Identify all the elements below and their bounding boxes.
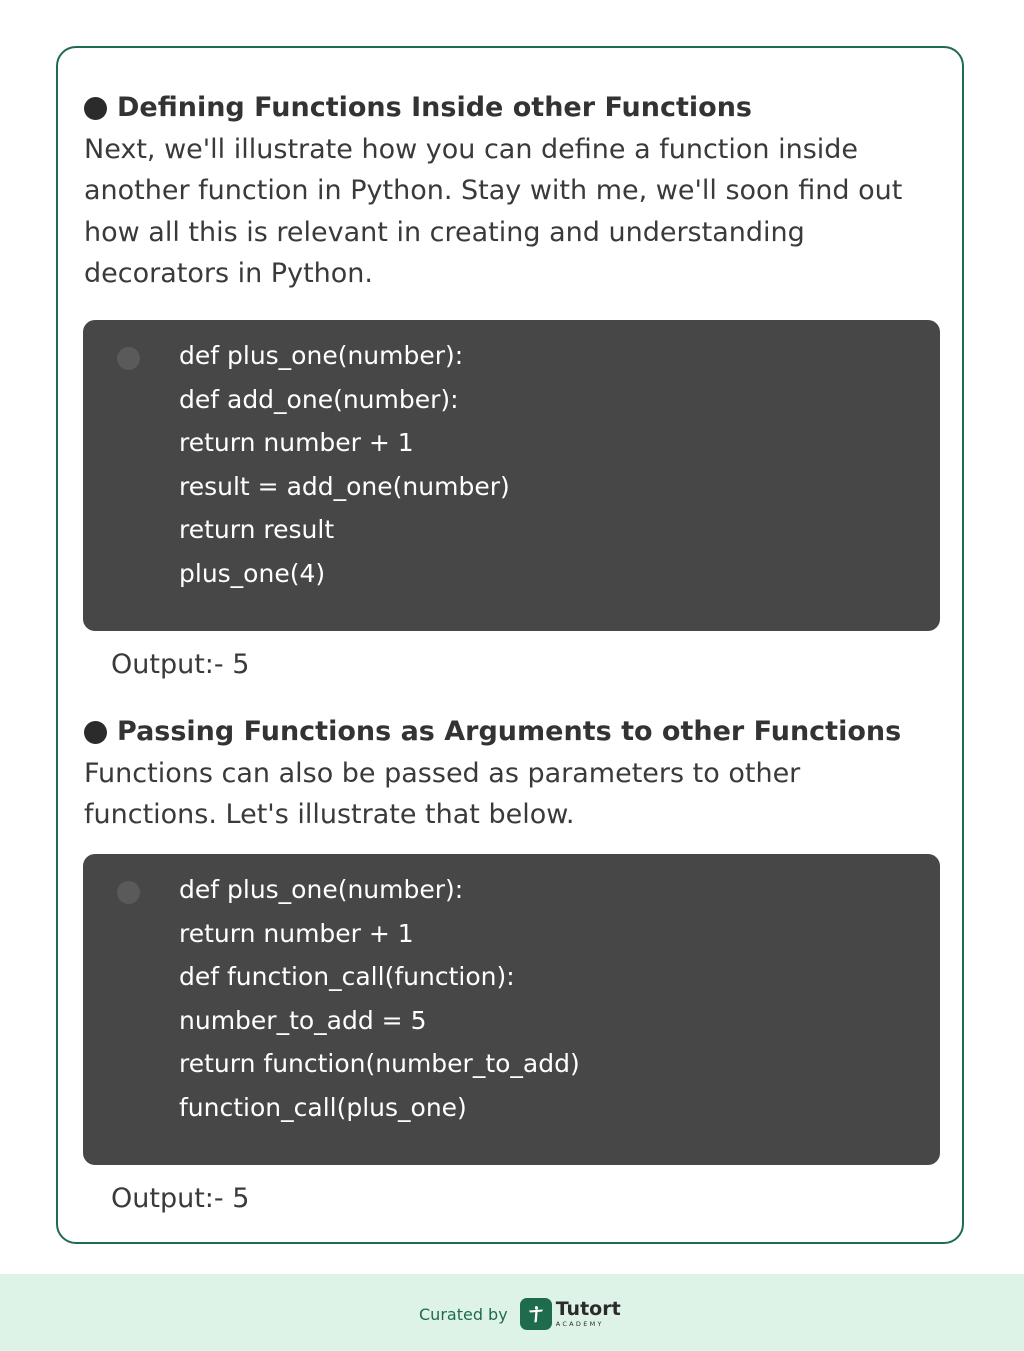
code-line: return number + 1 bbox=[179, 918, 414, 948]
bullet-icon bbox=[84, 97, 107, 120]
section-heading-defining-functions bbox=[84, 88, 752, 128]
paragraph-line: functions. Let's illustrate that below. bbox=[84, 799, 575, 831]
footer bbox=[0, 1274, 1024, 1351]
code-lines bbox=[179, 334, 510, 596]
dot-icon bbox=[117, 881, 140, 904]
tutort-logo-text bbox=[556, 1300, 621, 1328]
code-line: def function_call(function): bbox=[179, 962, 515, 992]
section-heading-text: Passing Functions as Arguments to other Functions bbox=[117, 716, 902, 747]
paragraph-line: Functions can also be passed as parameters to other bbox=[84, 758, 801, 789]
brand-name: Tutort bbox=[555, 1298, 621, 1321]
dot-icon bbox=[117, 347, 140, 370]
code-line: return function(number_to_add) bbox=[179, 1049, 580, 1079]
code-line: result = add_one(number) bbox=[179, 471, 510, 501]
curated-by-credit bbox=[419, 1296, 621, 1332]
code-block bbox=[83, 320, 940, 631]
code-line: return number + 1 bbox=[179, 428, 414, 458]
code-block bbox=[83, 854, 940, 1165]
section-heading-passing-functions bbox=[84, 712, 901, 752]
section-paragraph bbox=[84, 129, 964, 294]
paragraph-line: decorators in Python. bbox=[84, 257, 373, 289]
section-heading-text: Defining Functions Inside other Functions bbox=[117, 92, 753, 123]
code-line: plus_one(4) bbox=[179, 558, 326, 588]
code-line: function_call(plus_one) bbox=[179, 1092, 467, 1122]
curated-by-label: Curated by bbox=[419, 1304, 508, 1324]
brand-subtitle: ACADEMY bbox=[555, 1320, 604, 1329]
paragraph-line: another function in Python. Stay with me, we'll soon find out bbox=[84, 175, 903, 207]
code-line: def plus_one(number): bbox=[179, 875, 464, 904]
output-text: Output:- 5 bbox=[111, 1183, 250, 1214]
code-line: def plus_one(number): bbox=[179, 341, 464, 370]
paragraph-line: how all this is relevant in creating and understanding bbox=[84, 216, 805, 248]
section-paragraph bbox=[84, 753, 964, 836]
code-line: number_to_add = 5 bbox=[179, 1005, 427, 1035]
bullet-icon bbox=[84, 721, 107, 744]
code-line: def add_one(number): bbox=[179, 384, 459, 414]
code-line: return result bbox=[179, 515, 335, 545]
output-text: Output:- 5 bbox=[111, 649, 250, 680]
tutort-logo-icon bbox=[520, 1298, 552, 1330]
code-lines bbox=[179, 868, 580, 1130]
paragraph-line: Next, we'll illustrate how you can define a function inside bbox=[84, 134, 859, 165]
